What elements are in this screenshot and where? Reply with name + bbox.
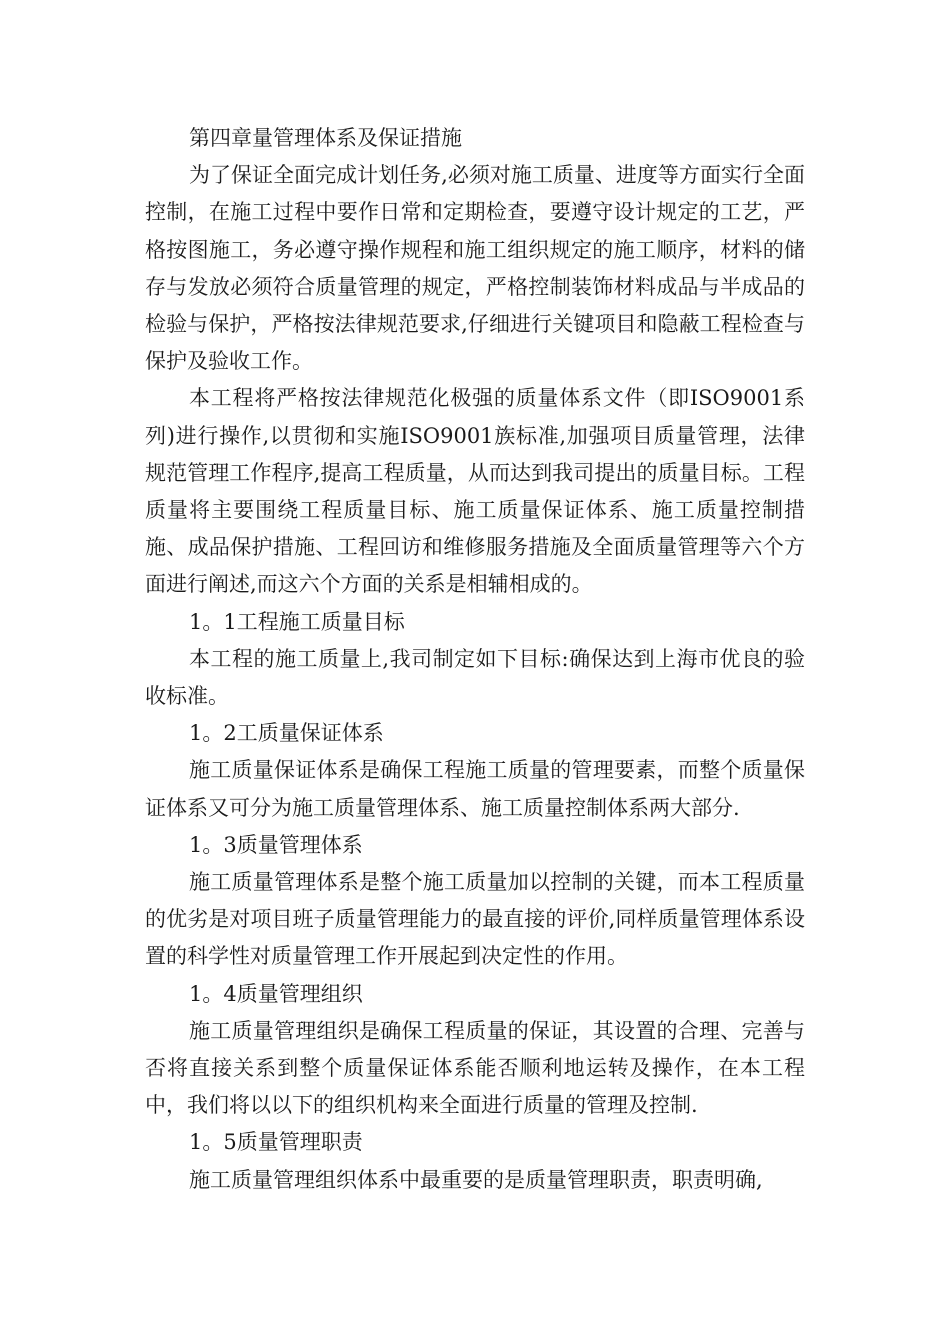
chapter-title: 第四章量管理体系及保证措施	[189, 126, 462, 150]
section-body-1-3: 施工质量管理体系是整个施工质量加以控制的关键，而本工程质量的优劣是对项目班子质量管理能力的最直接的评价,同样质量管理体系设置的科学性对质量管理工作开展起到决定性的作用。	[145, 870, 805, 969]
section-heading-1-3: 1。3质量管理体系	[189, 832, 363, 857]
paragraph-iso: 本工程将严格按法律规范化极强的质量体系文件（即ISO9001系列)进行操作,以贯彻和实施ISO9001族标准,加强项目质量管理，法律规范管理工作程序,提高工程质量，从而达到我司提出的质量目标。工程质量将主要围绕工程质量目标、施工质量保证体系、施工质量控制措施、成品保护措施、工程回访和维修服务措施及全面质量管理等六个方面进行阐述,而这六个方面的关系是相辅相成的。	[145, 386, 805, 597]
section-body-1-4: 施工质量管理组织是确保工程质量的保证，其设置的合理、完善与否将直接关系到整个质量保证体系能否顺利地运转及操作，在本工程中，我们将以以下的组织机构来全面进行质量的管理及控制.	[145, 1018, 805, 1118]
paragraph-intro: 为了保证全面完成计划任务,必须对施工质量、进度等方面实行全面控制，在施工过程中要作日常和定期检查，要遵守设计规定的工艺，严格按图施工，务必遵守操作规程和施工组织规定的施工顺序，材料的储存与发放必须符合质量管理的规定，严格控制装饰材料成品与半成品的检验与保护，严格按法律规范要求,仔细进行关键项目和隐蔽工程检查与保护及验收工作。	[145, 163, 805, 374]
section-body-1-2: 施工质量保证体系是确保工程施工质量的管理要素，而整个质量保证体系又可分为施工质量管理体系、施工质量控制体系两大部分.	[145, 758, 805, 820]
section-body-1-1: 本工程的施工质量上,我司制定如下目标:确保达到上海市优良的验收标准。	[145, 646, 805, 709]
section-heading-1-1: 1。1工程施工质量目标	[189, 609, 405, 634]
document-page	[145, 120, 805, 1199]
section-heading-1-2: 1。2工质量保证体系	[189, 721, 384, 746]
section-heading-1-4: 1。4质量管理组织	[189, 981, 363, 1006]
section-body-1-5: 施工质量管理组织体系中最重要的是质量管理职责，职责明确,	[189, 1167, 763, 1192]
section-heading-1-5: 1。5质量管理职责	[189, 1130, 363, 1155]
